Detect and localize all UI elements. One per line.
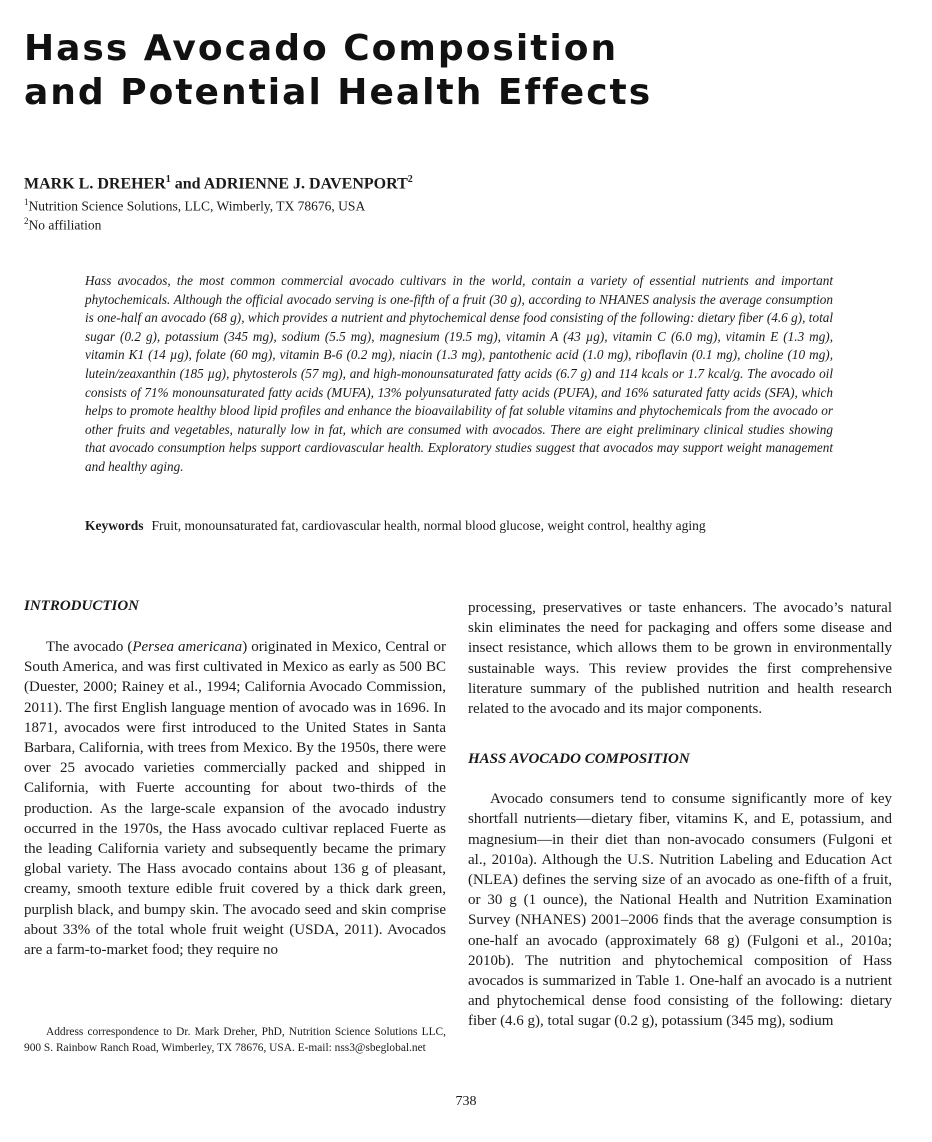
- author-1: MARK L. DREHER: [24, 175, 166, 193]
- affiliation-2-text: No affiliation: [28, 217, 102, 233]
- author-2-affiliation-mark: 2: [407, 174, 413, 185]
- affiliation-1-mark: 1: [24, 197, 29, 207]
- author-conjunction: and: [170, 175, 204, 193]
- keywords-label: Keywords: [85, 518, 144, 533]
- article-title: [24, 27, 652, 115]
- author-1-affiliation-mark: 1: [165, 174, 171, 185]
- keywords-text: Fruit, monounsaturated fat, cardiovascular health, normal blood glucose, weight control, healthy aging: [151, 518, 706, 533]
- introduction-heading: INTRODUCTION: [24, 598, 140, 614]
- left-column: [24, 596, 446, 960]
- title-line-2: and Potential Health Effects: [24, 72, 653, 113]
- affiliation-1-text: Nutrition Science Solutions, LLC, Wimberly, TX 78676, USA: [28, 198, 366, 214]
- page-number: 738: [455, 1094, 477, 1109]
- affiliation-2-mark: 2: [24, 216, 29, 226]
- intro-text-body: ) originated in Mexico, Central or South America, and was first cultivated in Mexico as early as 500 BC (Duester, 2000; Rainey et al., 1994; California Avocado Commission, 2011). The first English language mention of avocado was in 1696. In 1871, avocados were first introduced to the United States in Santa Barbara, California, with trees from Mexico. By the 1950s, there were over 25 avocado varieties commercially packed and shipped in California, with Fuerte accounting for about two-thirds of the production. As the large-scale expansion of the avocado industry occurred in the 1970s, the Hass avocado cultivar replaced Fuerte as the leading California variety and subsequently became the primary global variety. The Hass avocado contains about 136 g of pleasant, creamy, smooth texture edible fruit covered by a thick dark green, purplish black, and bumpy skin. The avocado seed and skin comprise about 33% of the total whole fruit weight (USDA, 2011). Avocados are a farm-to-market food; they require no: [24, 639, 446, 959]
- keywords: [85, 517, 706, 535]
- introduction-paragraph: [24, 637, 446, 960]
- author-2: ADRIENNE J. DAVENPORT: [203, 175, 408, 193]
- introduction-continued: processing, preservatives or taste enhancers. The avocado’s natural skin eliminates the need for packaging and offers some disease and insect resistance, which allows them to be grown in environmentally sustainable ways. This review provides the first comprehensive literature summary of the published nutrition and health research related to the avocado and its major components.: [468, 600, 892, 718]
- affiliation-2: [24, 212, 101, 235]
- author-line: [24, 170, 413, 194]
- correspondence-footnote: Address correspondence to Dr. Mark Dreher, PhD, Nutrition Science Solutions LLC, 900 S. Rainbow Ranch Road, Wimberley, TX 78676, USA. E-mail: nss3@sbeglobal.net: [24, 1026, 446, 1054]
- composition-paragraph: Avocado consumers tend to consume significantly more of key shortfall nutrients—dietary fiber, vitamins K, and E, potassium, and magnesium—in their diet than non-avocado consumers (Fulgoni et al., 2010a). Although the U.S. Nutrition Labeling and Education Act (NLEA) defines the serving size of an avocado as one-fifth of a fruit, or 30 g (1 ounce), the National Health and Nutrition Examination Survey (NHANES) 2001–2006 finds that the average consumption is one-half an avocado (approximately 68 g) (Fulgoni et al., 2010a; 2010b). The nutrition and phytochemical composition of Hass avocados is summarized in Table 1. One-half an avocado is a nutrient and phytochemical dense food consisting of the following: dietary fiber (4.6 g), total sugar (0.2 g), potassium (345 mg), sodium: [468, 791, 892, 1030]
- composition-heading: HASS AVOCADO COMPOSITION: [468, 751, 690, 768]
- intro-text-start: The avocado (: [46, 639, 133, 655]
- right-column: [468, 598, 892, 1032]
- abstract: Hass avocados, the most common commercial avocado cultivars in the world, contain a variety of essential nutrients and important phytochemicals. Although the official avocado serving is one-fifth of a fruit (30 g), according to NHANES analysis the average consumption is one-half an avocado (68 g), which provides a nutrient and phytochemical dense food consisting of the following: dietary fiber (4.6 g), total sugar (0.2 g), potassium (345 mg), sodium (5.5 mg), magnesium (19.5 mg), vitamin A (43 µg), vitamin C (6.0 mg), vitamin E (1.3 mg), vitamin K1 (14 µg), folate (60 mg), vitamin B-6 (0.2 mg), niacin (1.3 mg), pantothenic acid (1.0 mg), riboflavin (0.1 mg), choline (10 mg), lutein/zeaxanthin (185 µg), phytosterols (57 mg), and high-monounsaturated fatty acids (6.7 g) and 114 kcals or 1.7 kcal/g. The avocado oil consists of 71% monounsaturated fatty acids (MUFA), 13% polyunsaturated fatty acids (PUFA), and 16% saturated fatty acids (SFA), which helps to promote healthy blood lipid profiles and enhance the bioavailability of fat soluble vitamins and phytochemicals from the avocado or other fruits and vegetables, naturally low in fat, which are consumed with avocados. There are eight preliminary clinical studies showing that avocado consumption helps support cardiovascular health. Exploratory studies suggest that avocados may support weight management and healthy aging.: [85, 273, 833, 474]
- title-line-1: Hass Avocado Composition: [24, 28, 619, 69]
- species-name: Persea americana: [132, 639, 243, 655]
